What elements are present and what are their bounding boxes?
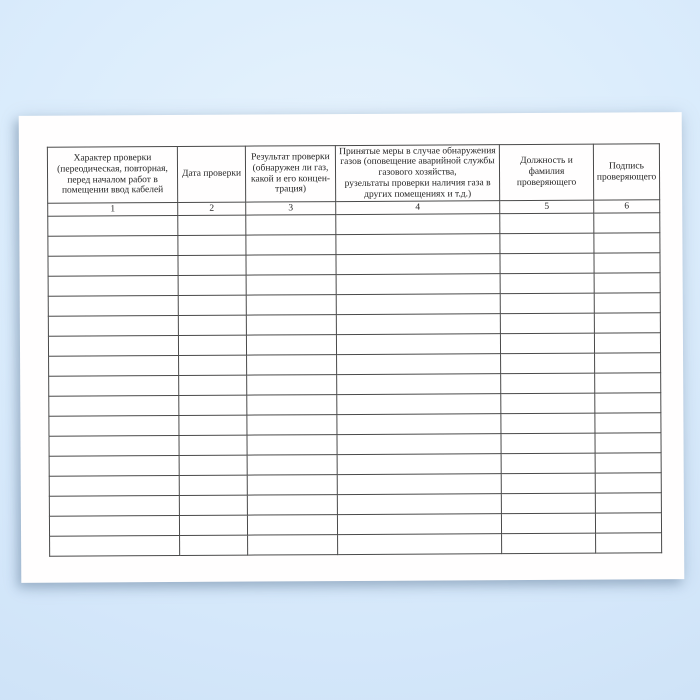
table-cell [596,533,662,553]
table-cell [336,234,500,255]
table-cell [246,275,336,296]
table-cell [338,534,502,555]
inspection-log-table [47,143,662,556]
table-cell [501,393,595,414]
column-number-5: 5 [500,200,594,214]
table-cell [500,333,594,354]
table-cell [48,275,178,296]
table-cell [49,375,179,396]
table-cell [337,474,501,495]
table-cell [500,313,594,334]
table-cell [247,515,337,536]
table-cell [179,355,247,375]
table-cell [337,354,501,375]
table-cell [501,513,595,534]
table-cell [247,375,337,396]
table-cell [500,273,594,294]
table-cell [502,533,596,554]
table-cell [594,293,660,313]
table-cell [337,434,501,455]
column-header-measures-taken: Принятые меры в случае обнаружения газов (оповещение аварийной службы газового хозяйства, рузельтаты проверки наличия газа в других помещениях и т.д.) [335,145,499,202]
table-cell [247,475,337,496]
column-number-1: 1 [48,202,178,216]
table-cell [48,235,178,256]
table-cell [336,314,500,335]
column-number-6: 6 [594,200,660,213]
column-header-position-surname: Должность и фамилия проверяющего [499,144,593,201]
table-cell [179,415,247,435]
table-cell [595,393,661,413]
table-cell [501,373,595,394]
table-cell [48,295,178,316]
table-cell [500,253,594,274]
table-cell [500,233,594,254]
table-header-row [47,144,659,203]
table-cell [48,215,178,236]
table-cell [594,213,660,233]
table-cell [246,235,336,256]
table-body [48,213,662,556]
paper-sheet [19,112,685,583]
column-number-2: 2 [178,202,246,215]
table-cell [247,435,337,456]
table-cell [595,513,661,533]
table-cell [179,435,247,455]
table-cell [337,394,501,415]
table-cell [501,413,595,434]
table-cell [49,515,179,536]
table-cell [501,353,595,374]
table-cell [49,455,179,476]
table-cell [336,274,500,295]
table-cell [500,293,594,314]
table-cell [594,313,660,333]
table-cell [501,493,595,514]
table-cell [595,353,661,373]
table-cell [594,233,660,253]
column-header-inspection-character: Характер проверки (переодическая, повторная, перед началом работ в помещении ввод кабелей [47,146,177,203]
table-cell [594,273,660,293]
table-cell [336,214,500,235]
table-cell [336,294,500,315]
table-cell [179,455,247,475]
table-cell [179,375,247,395]
table-cell [247,395,337,416]
table-cell [179,515,247,535]
table-cell [595,433,661,453]
table-row [50,533,662,556]
table-cell [247,355,337,376]
table-cell [246,295,336,316]
table-cell [246,255,336,276]
table-cell [178,295,246,315]
table-cell [178,215,246,235]
table-cell [49,415,179,436]
table-cell [595,473,661,493]
table-cell [246,335,336,356]
table-cell [178,235,246,255]
table-cell [337,374,501,395]
table-cell [48,255,178,276]
table-cell [595,373,661,393]
table-cell [337,494,501,515]
table-cell [594,253,660,273]
table-cell [247,415,337,436]
table-cell [594,333,660,353]
column-number-3: 3 [246,202,336,216]
table-cell [49,475,179,496]
table-cell [179,395,247,415]
table-cell [178,335,246,355]
table-cell [247,495,337,516]
table-cell [501,473,595,494]
table-cell [337,414,501,435]
table-cell [178,255,246,275]
table-cell [246,215,336,236]
table-cell [337,514,501,535]
column-header-signature: Подпись проверяющего [593,144,659,200]
table-cell [501,433,595,454]
table-cell [49,435,179,456]
table-cell [248,535,338,556]
table-cell [49,495,179,516]
table-cell [595,493,661,513]
table-cell [336,334,500,355]
table-cell [500,213,594,234]
column-header-inspection-result: Результат проверки (обнаружен ли газ, какой и его концен- трация) [245,146,335,203]
table-cell [595,453,661,473]
column-number-4: 4 [336,201,500,215]
table-cell [336,254,500,275]
table-cell [178,315,246,335]
table-cell [49,355,179,376]
table-cell [247,455,337,476]
table-cell [179,475,247,495]
table-cell [48,335,178,356]
table-cell [48,315,178,336]
table-cell [179,495,247,515]
table-cell [180,535,248,555]
column-header-inspection-date: Дата проверки [177,146,245,202]
table-cell [595,413,661,433]
table-cell [50,535,180,556]
table-cell [337,454,501,475]
table-cell [246,315,336,336]
table-header [47,144,659,216]
table-cell [178,275,246,295]
table-cell [501,453,595,474]
table-cell [49,395,179,416]
